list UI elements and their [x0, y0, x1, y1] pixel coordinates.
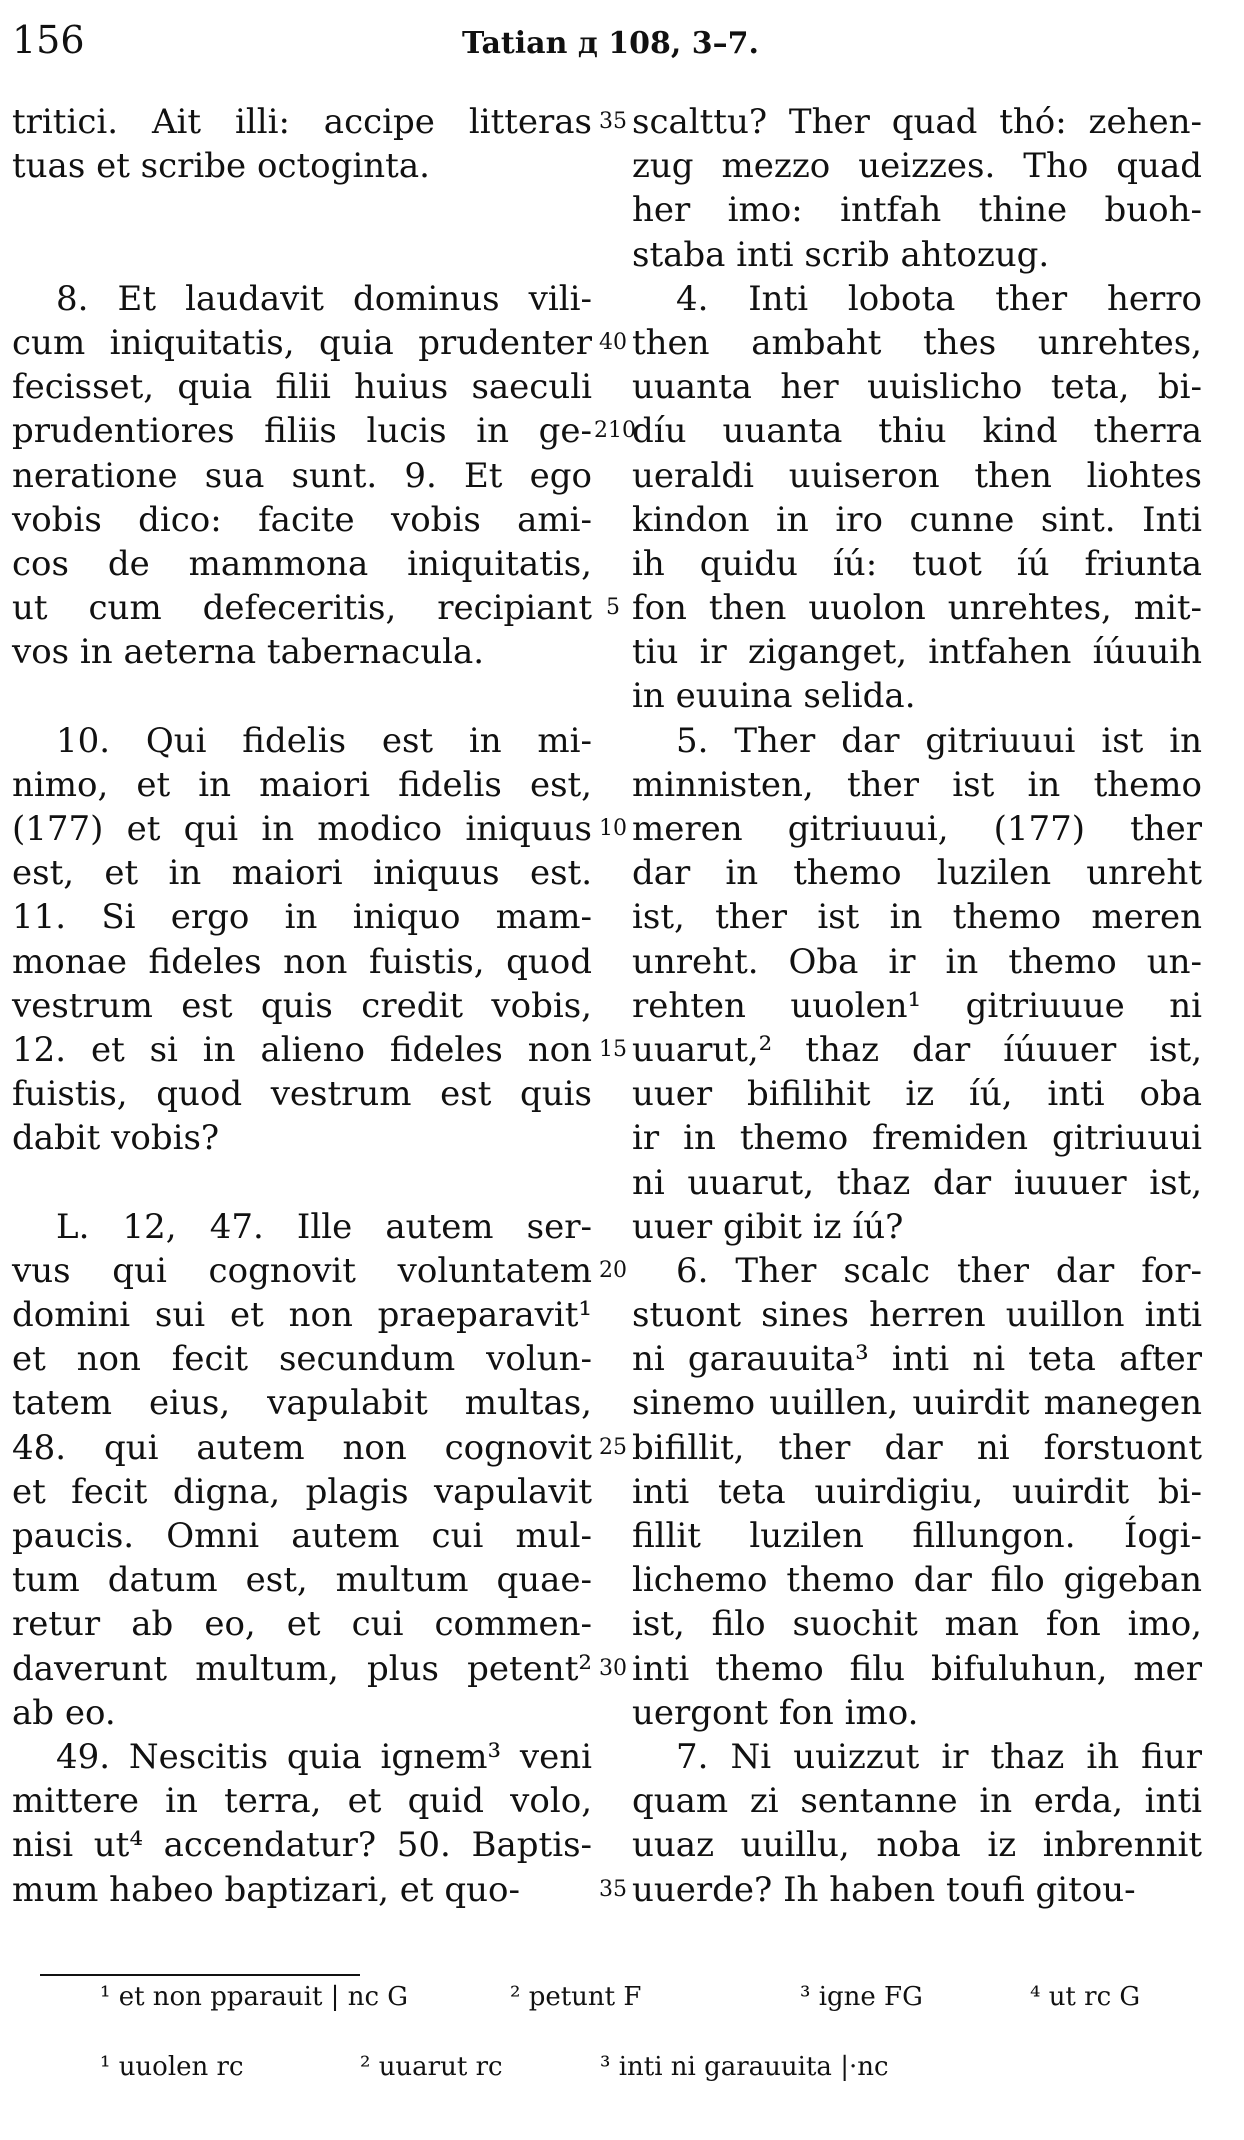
ohg-line: fillit luzilen fillungon. Íogi-: [632, 1516, 1202, 1556]
ohg-line: rehten uuolen¹ gitriuuue ni: [632, 985, 1202, 1026]
latin-line: mum habeo baptizari, et quo-: [12, 1869, 520, 1910]
ohg-line: meren gitriuuui, (177) ther: [632, 809, 1202, 849]
latin-line: vus qui cognovit voluntatem: [12, 1250, 592, 1291]
ohg-line: minnisten, ther ist in themo: [632, 764, 1202, 805]
ohg-line: ir in themo fremiden gitriuuui: [632, 1118, 1202, 1159]
running-title: Tatian д 108, 3–7.: [462, 26, 759, 61]
footnote-ohg-1: ¹ uuolen rc: [100, 2052, 244, 2082]
latin-line: tuas et scribe octoginta.: [12, 146, 430, 187]
ohg-line: díu uuanta thiu kind therra: [632, 411, 1202, 452]
ohg-line: dar in themo luzilen unreht: [632, 853, 1202, 894]
ohg-line: lichemo themo dar filo gigeban: [632, 1560, 1202, 1601]
ohg-line: sinemo uuillen, uuirdit manegen: [632, 1383, 1202, 1424]
latin-line: cos de mammona iniquitatis,: [12, 543, 592, 584]
ohg-line: inti teta uuirdigiu, uuirdit bi-: [632, 1471, 1202, 1512]
latin-line: (177) et qui in modico iniquus: [12, 809, 592, 849]
ohg-line: bifillit, ther dar ni forstuont: [632, 1427, 1202, 1468]
latin-line: L. 12, 47. Ille autem ser-: [56, 1206, 592, 1247]
latin-line: et fecit digna, plagis vapulavit: [12, 1471, 592, 1512]
latin-line: domini sui et non praeparavit¹: [12, 1295, 592, 1336]
latin-line: nisi ut⁴ accendatur? 50. Baptis-: [12, 1825, 592, 1866]
margin-line-number: 5: [606, 595, 620, 621]
latin-line: fuistis, quod vestrum est quis: [12, 1074, 592, 1115]
old-high-german-column: [632, 100, 1202, 1912]
latin-line: 11. Si ergo in iniquo mam-: [12, 897, 592, 938]
latin-line: 48. qui autem non cognovit: [12, 1427, 592, 1468]
latin-line: fecisset, quia filii huius saeculi: [12, 367, 592, 408]
latin-line: dabit vobis?: [12, 1118, 220, 1159]
latin-line: [12, 1161, 592, 1205]
ohg-line: 4. Inti lobota ther herro: [676, 278, 1202, 319]
latin-line: tritici. Ait illi: accipe litteras: [12, 102, 592, 142]
ohg-line: stuont sines herren uuillon inti: [632, 1295, 1202, 1336]
margin-line-number: 10: [599, 816, 627, 842]
ohg-line: kindon in iro cunne sint. Inti: [632, 499, 1202, 540]
latin-line: vobis dico: facite vobis ami-: [12, 499, 592, 540]
latin-line: retur ab eo, et cui commen-: [12, 1604, 592, 1645]
ohg-line: then ambaht thes unrehtes,: [632, 322, 1202, 363]
latin-line: 49. Nescitis quia ignem³ veni: [56, 1736, 592, 1777]
margin-line-number: 15: [599, 1037, 627, 1063]
latin-line: ut cum defeceritis, recipiant: [12, 588, 592, 629]
latin-line: [12, 233, 592, 277]
latin-line: ab eo.: [12, 1692, 116, 1733]
margin-line-number: 30: [599, 1656, 627, 1681]
margin-line-number: 20: [599, 1258, 627, 1284]
ohg-line: in euuina selida.: [632, 676, 916, 717]
ohg-line: uuerde? Ih haben toufi gitou-: [632, 1869, 1136, 1910]
latin-line: prudentiores filiis lucis in ge-: [12, 411, 592, 452]
margin-line-number: 25: [599, 1435, 627, 1460]
ohg-line: scalttu? Ther quad thó: zehen-: [632, 102, 1202, 142]
latin-line: tum datum est, multum quae-: [12, 1560, 592, 1601]
latin-column: [12, 100, 592, 1912]
latin-footnotes: [100, 1982, 1200, 2022]
latin-line: 8. Et laudavit dominus vili-: [56, 278, 592, 319]
ohg-line: her imo: intfah thine buoh-: [632, 190, 1202, 231]
latin-line: vestrum est quis credit vobis,: [12, 985, 592, 1026]
ohg-line: quam zi sentanne in erda, inti: [632, 1781, 1202, 1822]
ohg-line: 7. Ni uuizzut ir thaz ih fiur: [676, 1736, 1202, 1777]
footnote-ohg-3: ³ inti ni garauuita |·nc: [600, 2052, 889, 2082]
footnote-latin-4: ⁴ ut rc G: [1030, 1982, 1141, 2012]
ohg-line: ist, ther ist in themo meren: [632, 897, 1202, 938]
ohg-line: ist, filo suochit man fon imo,: [632, 1604, 1202, 1645]
latin-line: neratione sua sunt. 9. Et ego: [12, 455, 592, 496]
ohg-line: uuanta her uuislicho teta, bi-: [632, 367, 1202, 408]
latin-line: monae fideles non fuistis, quod: [12, 941, 592, 982]
ohg-footnotes: [100, 2052, 1200, 2092]
latin-line: mittere in terra, et quid volo,: [12, 1781, 592, 1822]
ohg-line: 6. Ther scalc ther dar for-: [676, 1250, 1202, 1291]
latin-line: et non fecit secundum volun-: [12, 1339, 592, 1380]
ohg-line: staba inti scrib ahtozug.: [632, 234, 1050, 275]
ohg-line: uuer gibit iz íú?: [632, 1206, 904, 1247]
ohg-line: unreht. Oba ir in themo un-: [632, 941, 1202, 982]
margin-line-number: 35: [599, 1877, 627, 1902]
ohg-line: ni uuarut, thaz dar iuuuer ist,: [632, 1162, 1202, 1203]
ohg-line: uuarut,² thaz dar íúuuer ist,: [632, 1029, 1202, 1070]
latin-line: vos in aeterna tabernacula.: [12, 632, 485, 673]
latin-line: 12. et si in alieno fideles non: [12, 1029, 592, 1070]
latin-line: paucis. Omni autem cui mul-: [12, 1516, 592, 1556]
ohg-line: 5. Ther dar gitriuuui ist in: [676, 720, 1202, 761]
ohg-line: zug mezzo ueizzes. Tho quad: [632, 146, 1202, 187]
ohg-line: inti themo filu bifuluhun, mer: [632, 1648, 1202, 1689]
footnote-latin-1: ¹ et non pparauit | nc G: [100, 1982, 409, 2012]
margin-line-number: 40: [599, 330, 627, 355]
running-header: [12, 18, 1222, 68]
ohg-line: fon then uuolon unrehtes, mit-: [632, 588, 1202, 629]
latin-line: [12, 674, 592, 718]
ohg-line: uuaz uuillu, noba iz inbrennit: [632, 1825, 1202, 1866]
latin-line: [12, 188, 592, 232]
ohg-line: ni garauuita³ inti ni teta after: [632, 1339, 1202, 1380]
ohg-line: uergont fon imo.: [632, 1692, 919, 1733]
footnote-rule: [40, 1974, 360, 1976]
footnote-ohg-2: ² uuarut rc: [360, 2052, 503, 2082]
ohg-line: uuer bifilihit iz íú, inti oba: [632, 1074, 1202, 1115]
latin-line: 10. Qui fidelis est in mi-: [56, 720, 592, 761]
page-number: 156: [12, 18, 85, 62]
ohg-line: ih quidu íú: tuot íú friunta: [632, 543, 1202, 584]
ohg-line: tiu ir ziganget, intfahen íúuuih: [632, 632, 1202, 673]
footnote-latin-3: ³ igne FG: [800, 1982, 923, 2012]
latin-line: daverunt multum, plus petent²: [12, 1648, 592, 1689]
latin-line: tatem eius, vapulabit multas,: [12, 1383, 592, 1424]
footnote-latin-2: ² petunt F: [510, 1982, 642, 2012]
latin-line: est, et in maiori iniquus est.: [12, 853, 592, 894]
margin-line-number: 35: [599, 109, 627, 134]
ohg-line: ueraldi uuiseron then liohtes: [632, 455, 1202, 496]
margin-line-number: 210: [594, 418, 636, 444]
latin-line: nimo, et in maiori fidelis est,: [12, 764, 592, 805]
latin-line: cum iniquitatis, quia prudenter: [12, 322, 592, 363]
